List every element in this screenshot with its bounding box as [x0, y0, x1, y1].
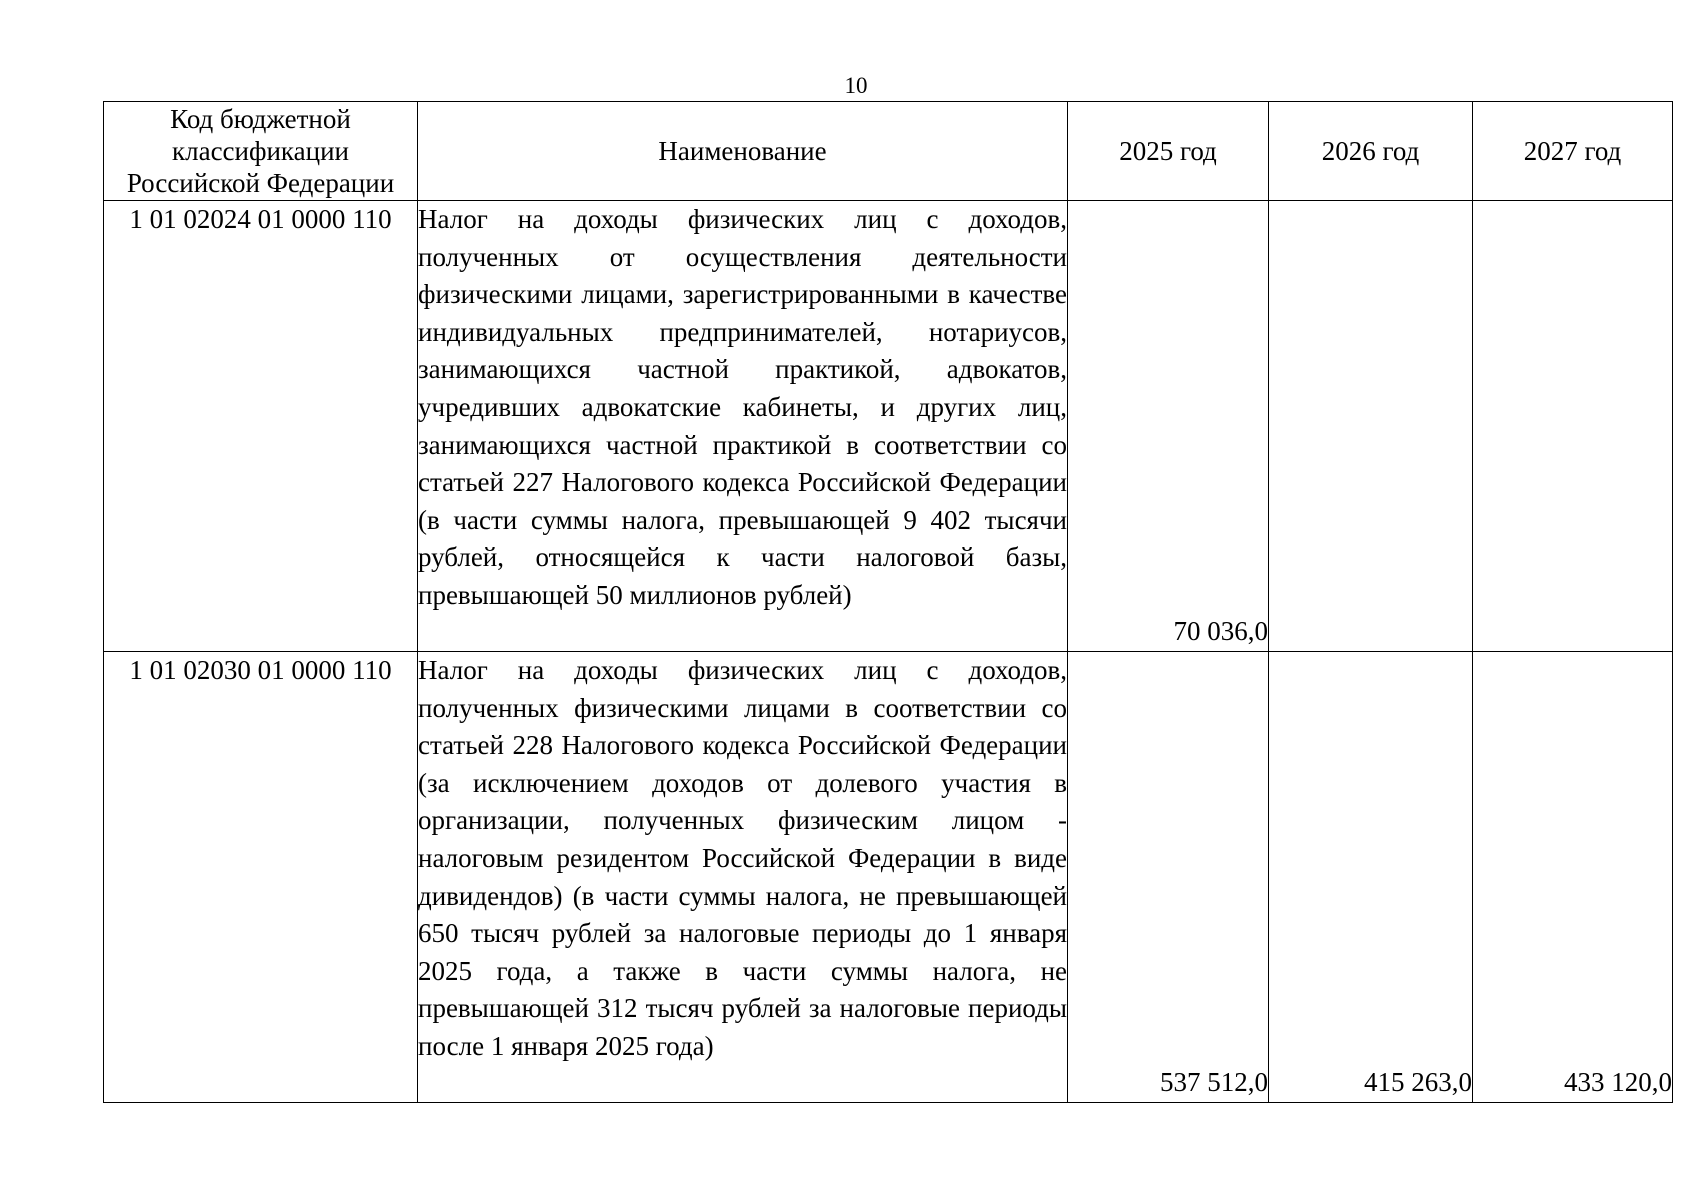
header-year-2027: 2027 год: [1473, 102, 1673, 201]
table-header-row: [104, 102, 1673, 201]
header-year-2025: 2025 год: [1068, 102, 1269, 201]
row-value-2027: 433 120,0: [1473, 652, 1673, 1103]
row-code: 1 01 02030 01 0000 110: [104, 652, 418, 1103]
header-name: Наименование: [418, 102, 1068, 201]
header-code: Код бюджетной классификации Российской Федерации: [104, 102, 418, 201]
row-name: Налог на доходы физических лиц с доходов, полученных от осуществления деятельности физическими лицами, зарегистрированными в качестве индивидуальных предпринимателей, нотариусов, занимающихся частной практикой, адвокатов, учредивших адвокатские кабинеты, и других лиц, занимающихся частной практикой в соответствии со статьей 227 Налогового кодекса Российской Федерации (в части суммы налога, превышающей 9 402 тысячи рублей, относящейся к части налоговой базы, превышающей 50 миллионов рублей): [418, 201, 1068, 652]
row-value-2026: [1269, 201, 1473, 652]
table-row: [104, 201, 1673, 652]
budget-revenue-table: [103, 101, 1673, 1103]
row-code: 1 01 02024 01 0000 110: [104, 201, 418, 652]
row-name: Налог на доходы физических лиц с доходов, полученных физическими лицами в соответствии со статьей 228 Налогового кодекса Российской Федерации (за исключением доходов от долевого участия в организации, полученных физическим лицом - налоговым резидентом Российской Федерации в виде дивидендов) (в части суммы налога, не превышающей 650 тысяч рублей за налоговые периоды до 1 января 2025 года, а также в части суммы налога, не превышающей 312 тысяч рублей за налоговые периоды после 1 января 2025 года): [418, 652, 1068, 1103]
row-value-2025: 537 512,0: [1068, 652, 1269, 1103]
table-row: [104, 652, 1673, 1103]
header-year-2026: 2026 год: [1269, 102, 1473, 201]
row-value-2025: 70 036,0: [1068, 201, 1269, 652]
row-value-2027: [1473, 201, 1673, 652]
row-value-2026: 415 263,0: [1269, 652, 1473, 1103]
page-number: 10: [844, 73, 868, 98]
